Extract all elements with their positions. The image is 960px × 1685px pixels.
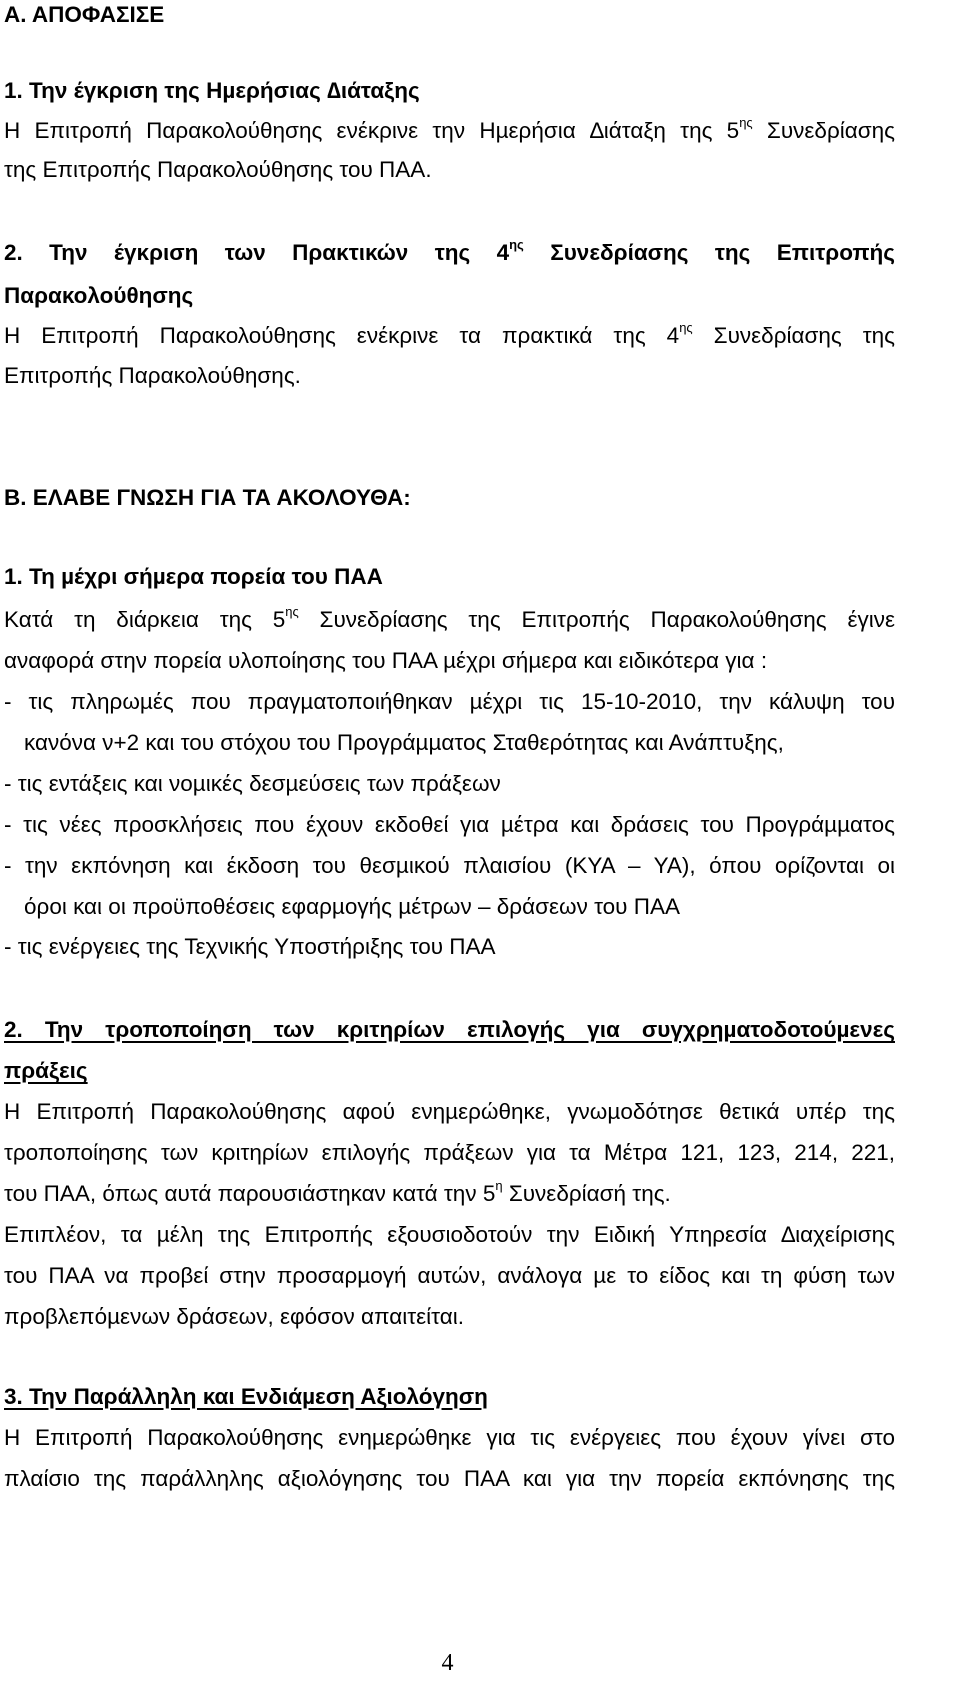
item-a2-title-line-1: 2. Την έγκριση των Πρακτικών της $4^{\eta\varsigma}$ Συνεδρίασης της Επιτροπής xyxy=(4,237,896,265)
section-b-heading: Β. ΕΛΑΒΕ ΓΝΩΣΗ ΓΙΑ ΤΑ ΑΚΟΛΟΥΘΑ: xyxy=(4,485,411,510)
item-a2-line-2: Επιτροπής Παρακολούθησης. xyxy=(4,363,301,388)
item-a2-line-1: Η Επιτροπή Παρακολούθησης ενέκρινε τα πρακτικά της $4^{\eta\varsigma}$ Συνεδρίασης της xyxy=(4,320,895,348)
item-b2-line-3: του ΠΑΑ, όπως αυτά παρουσιάστηκαν κατά την $5^\eta$ Συνεδρίασή της. xyxy=(4,1178,671,1206)
list-item: - τις εντάξεις και νοµικές δεσµεύσεις των πράξεων xyxy=(4,771,501,796)
list-item: - τις πληρωµές που πραγµατοποιήθηκαν µέχρι τις 15-10-2010, την κάλυψη του xyxy=(4,689,895,714)
page-number: 4 xyxy=(441,1650,454,1676)
item-b3-line-1: Η Επιτροπή Παρακολούθησης ενηµερώθηκε για τις ενέργειες που έχουν γίνει στο xyxy=(4,1425,895,1450)
item-a1-line-1: Η Επιτροπή Παρακολούθησης ενέκρινε την Ηµερήσια ∆ιάταξη της $5^{\eta\varsigma}$ Συνεδρίασης xyxy=(4,115,895,143)
item-a1-line-2: της Επιτροπής Παρακολούθησης του ΠΑΑ. xyxy=(4,157,432,182)
item-b1-line-2: αναφορά στην πορεία υλοποίησης του ΠΑΑ µέχρι σήµερα και ειδικότερα για : xyxy=(4,648,768,673)
list-item: - την εκπόνηση και έκδοση του θεσµικού πλαισίου (ΚΥΑ – ΥΑ), όπου ορίζονται οι xyxy=(4,853,895,878)
list-item-continuation: όροι και οι προϋποθέσεις εφαρµογής µέτρων – δράσεων του ΠΑΑ xyxy=(24,894,680,919)
item-a2-title-line-2: Παρακολούθησης xyxy=(4,283,194,308)
list-item: - τις ενέργειες της Τεχνικής Υποστήριξης του ΠΑΑ xyxy=(4,934,496,959)
item-b2-title-line-1: 2. Την τροποποίηση των κριτηρίων επιλογής για συγχρηµατοδοτούµενες xyxy=(4,1017,895,1042)
item-b2-title-line-2: πράξεις xyxy=(4,1058,88,1083)
item-b2-line-1: Η Επιτροπή Παρακολούθησης αφού ενηµερώθηκε, γνωµοδότησε θετικά υπέρ της xyxy=(4,1099,895,1124)
item-b1-line-1: Κατά τη διάρκεια της $5^{\eta\varsigma}$ Συνεδρίασης της Επιτροπής Παρακολούθησης έγινε xyxy=(4,604,895,632)
item-b3-line-2: πλαίσιο της παράλληλης αξιολόγησης του ΠΑΑ και για την πορεία εκπόνησης της xyxy=(4,1466,895,1491)
item-b2-line-2: τροποποίησης των κριτηρίων επιλογής πράξεων για τα Μέτρα 121, 123, 214, 221, xyxy=(4,1140,895,1165)
section-a-heading: Α. ΑΠΟΦΑΣΙΣΕ xyxy=(4,2,165,27)
item-b3-title: 3. Την Παράλληλη και Ενδιάµεση Αξιολόγηση xyxy=(4,1384,488,1409)
item-b2-line-4: Επιπλέον, τα µέλη της Επιτροπής εξουσιοδοτούν την Ειδική Υπηρεσία ∆ιαχείρισης xyxy=(4,1222,895,1247)
item-b2-line-5: του ΠΑΑ να προβεί στην προσαρµογή αυτών, ανάλογα µε το είδος και τη φύση των xyxy=(4,1263,895,1288)
item-b1-title: 1. Τη µέχρι σήµερα πορεία του ΠΑΑ xyxy=(4,564,383,589)
list-item: - τις νέες προσκλήσεις που έχουν εκδοθεί για µέτρα και δράσεις του Προγράµµατος xyxy=(4,812,895,837)
item-b2-line-6: προβλεπόµενων δράσεων, εφόσον απαιτείται. xyxy=(4,1304,464,1329)
list-item-continuation: κανόνα ν+2 και του στόχου του Προγράµµατος Σταθερότητας και Ανάπτυξης, xyxy=(24,730,784,755)
item-a1-title: 1. Την έγκριση της Ηµερήσιας ∆ιάταξης xyxy=(4,78,420,103)
